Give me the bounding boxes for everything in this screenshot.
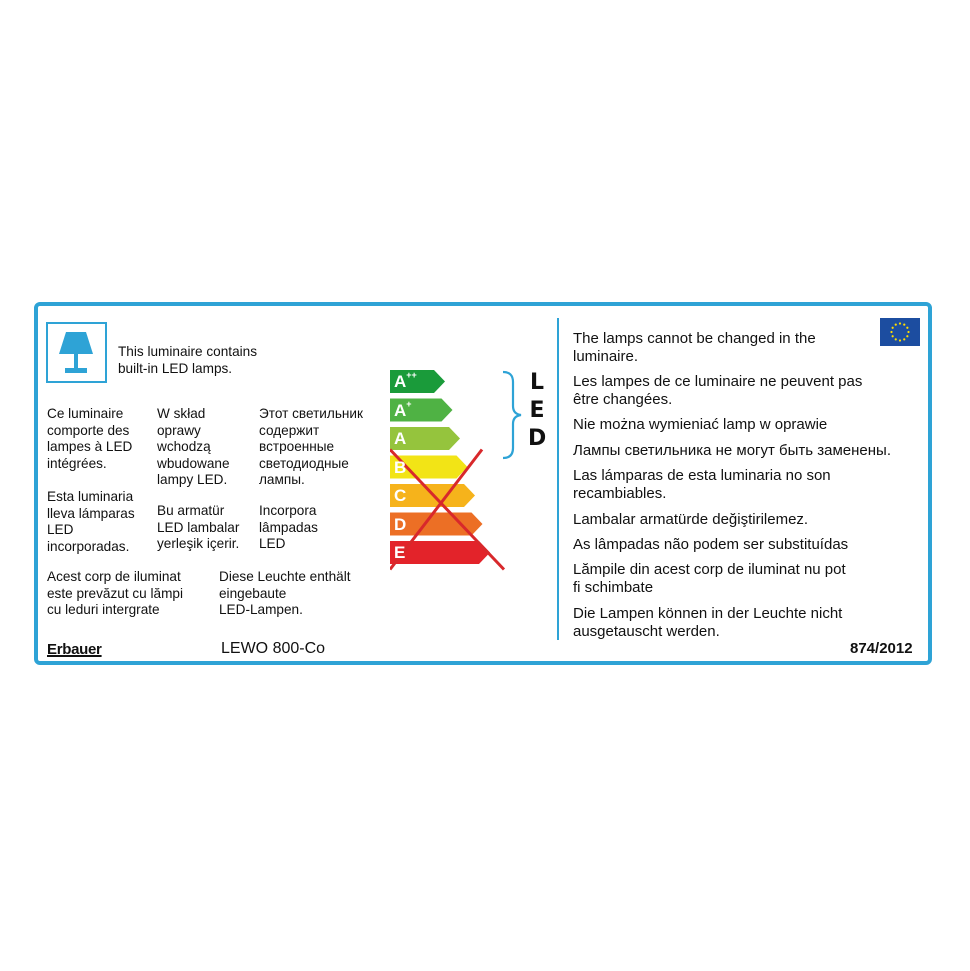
text-ru: Этот светильник содержит встроенные светодиодные лампы. [259, 406, 363, 487]
statement-ru: Лампы светильника не могут быть заменены. [573, 442, 892, 459]
energy-class-label: A++ [394, 370, 417, 391]
text-pt: Incorpora lâmpadas LED [259, 503, 318, 551]
regulation-number: 874/2012 [850, 640, 913, 657]
statement-tr: Lambalar armatürde değiştirilemez. [573, 511, 809, 528]
statement-es: Las lámparas de esta luminaria no son recambiables. [573, 467, 831, 502]
statement-de: Die Lampen können in der Leuchte nicht ausgetauscht werden. [573, 605, 843, 640]
statement-pt: As lâmpadas não podem ser substituídas [573, 536, 849, 553]
led-letter-l: L [529, 370, 545, 395]
led-letter-e: E [529, 398, 545, 423]
statement-ro: Lămpile din acest corp de iluminat nu pot fi schimbate [573, 561, 846, 596]
text-pl: W skład oprawy wchodzą wbudowane lampy LED. [157, 406, 230, 487]
statement-en: The lamps cannot be changed in the luminaire. [573, 330, 816, 365]
text-de: Diese Leuchte enthält eingebaute LED-Lampen. [219, 569, 351, 617]
intro-text-en: This luminaire contains built-in LED lamps. [118, 344, 258, 376]
text-ro: Acest corp de iluminat este prevăzut cu lămpi cu leduri intergrate [47, 569, 184, 617]
energy-class-label: A [394, 429, 407, 448]
brand-logo: Erbauer [47, 641, 102, 658]
energy-class-label: A+ [394, 398, 412, 420]
table-lamp-icon-frame [46, 322, 107, 383]
energy-class-label: C [394, 486, 407, 505]
text-es: Esta luminaria lleva lámparas LED incorporadas. [47, 489, 135, 554]
text-tr: Bu armatür LED lambalar yerleşik içerir. [157, 503, 240, 551]
energy-label [34, 302, 932, 665]
model-number: LEWO 800-Co [221, 640, 326, 657]
led-brace [500, 370, 524, 460]
table-lamp-icon [48, 324, 104, 380]
energy-class-label: D [394, 514, 407, 534]
text-fr: Ce luminaire comporte des lampes à LED intégrées. [47, 406, 133, 471]
statement-pl: Nie można wymieniać lamp w oprawie [573, 416, 828, 433]
led-letter-d: D [528, 426, 547, 451]
statement-fr: Les lampes de ce luminaire ne peuvent pas être changées. [573, 373, 863, 408]
energy-class-label: E [394, 543, 406, 562]
column-divider [557, 318, 559, 640]
eu-flag-icon [880, 318, 920, 346]
energy-class-label: B [394, 457, 407, 477]
